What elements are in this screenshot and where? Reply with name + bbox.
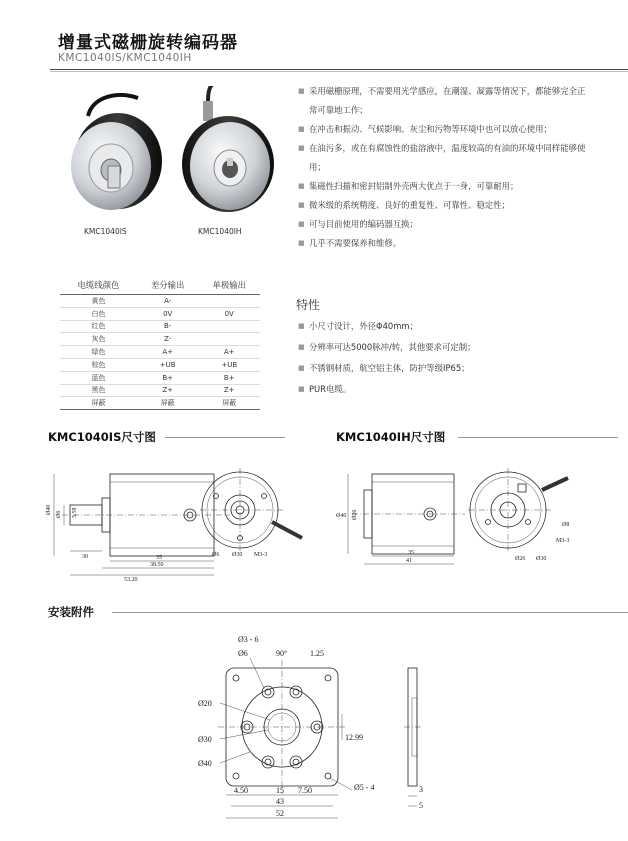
photo-caption-right: KMC1040IH xyxy=(198,227,242,234)
dim-label: 53.20 xyxy=(124,577,138,583)
spec-item: ■ 小尺寸设计，外径Φ40mm； xyxy=(298,321,418,331)
dim-label: 4.50 xyxy=(234,786,248,795)
spec-list xyxy=(298,316,588,400)
feature-item: ■ 采用磁栅原理，不需要用光学感应，在潮湿、凝露等情况下，都能够完全正常可靠地工作； xyxy=(298,86,586,115)
dim-label: 90° xyxy=(276,649,288,658)
header-rule xyxy=(50,69,628,70)
section-rule xyxy=(112,612,628,613)
dim-label: 38.50 xyxy=(150,562,164,568)
spec-item: ■ 分辨率可达5000脉冲/转，其他要求可定制； xyxy=(298,342,476,352)
feature-item: ■ 在冲击和振动、气候影响、灰尘和污物等环境中也可以放心使用； xyxy=(298,124,552,134)
dim-label: M3-3 xyxy=(556,538,570,544)
dim-label: Ø30 xyxy=(536,556,547,562)
dim-label: 3 xyxy=(419,785,423,794)
dim-label: Ø30 xyxy=(232,552,243,558)
feature-item: ■ 集磁性扫描和密封铝制外壳两大优点于一身，可靠耐用； xyxy=(298,181,519,191)
photo-caption-left: KMC1040IS xyxy=(84,227,127,234)
dim-label: 41 xyxy=(406,558,412,564)
dim-label: Ø6 xyxy=(238,649,248,658)
specs-heading: 特性 xyxy=(296,298,321,312)
col-header: 差分输出 xyxy=(137,279,199,295)
table-row: 屏蔽 屏蔽 屏蔽 xyxy=(60,397,260,410)
dim-label: 12.99 xyxy=(345,733,363,742)
dim-label: 30 xyxy=(82,554,88,560)
dim-label: Ø26 xyxy=(352,509,358,520)
spec-item: ■ 不锈钢材质，航空铝主体，防护等级IP65； xyxy=(298,363,470,373)
drawing-is xyxy=(40,460,320,585)
drawing-ih xyxy=(330,460,620,570)
dim-label: Ø40 xyxy=(336,513,347,519)
section-rule xyxy=(165,437,285,438)
section-title-is: KMC1040IS尺寸图 xyxy=(48,430,156,444)
encoder-is-photo xyxy=(71,95,162,210)
dim-label: Ø6 xyxy=(212,552,220,558)
dim-label: Ø26 xyxy=(515,556,526,562)
dim-label: 7.50 xyxy=(298,786,312,795)
feature-item: ■ 在油污多，或在有腐蚀性的盐溶液中，温度较高的有油的环境中同样能够使用； xyxy=(298,143,586,172)
dim-label: Ø5 - 4 xyxy=(354,783,375,792)
table-row: 灰色 Z- xyxy=(60,333,260,346)
section-title-ih: KMC1040IH尺寸图 xyxy=(336,430,446,444)
dim-label: M3-3 xyxy=(254,552,268,558)
table-row: 棕色 +UB +UB xyxy=(60,358,260,371)
dim-label: 5.58 xyxy=(72,507,78,518)
table-row: 绿色 A+ A+ xyxy=(60,346,260,359)
table-row: 黑色 Z+ Z+ xyxy=(60,384,260,397)
dim-label: Ø6 xyxy=(56,510,62,518)
dim-label: 35 xyxy=(408,550,414,556)
table-row: 黄色 A- xyxy=(60,295,260,308)
col-header: 单极输出 xyxy=(198,279,260,295)
table-row: 蓝色 B+ B+ xyxy=(60,371,260,384)
dim-label: 1.25 xyxy=(310,649,324,658)
page-title: 增量式磁栅旋转编码器 xyxy=(58,33,238,53)
encoder-ih-photo xyxy=(182,86,274,212)
dim-label: 15 xyxy=(276,786,284,795)
section-rule xyxy=(458,437,618,438)
col-header: 电缆线颜色 xyxy=(60,279,137,295)
dim-label: 5 xyxy=(419,801,423,810)
feature-item: ■ 微米级的系统精度、良好的重复性、可靠性、稳定性； xyxy=(298,200,510,210)
feature-item: ■ 可与目前使用的编码器互换； xyxy=(298,219,418,229)
dim-label: Ø40 xyxy=(198,759,212,768)
dim-label: 43 xyxy=(276,797,284,806)
dim-label: Ø30 xyxy=(198,735,212,744)
dim-label: 35 xyxy=(156,555,162,561)
dim-label: Ø3 - 6 xyxy=(238,635,259,644)
spec-item: ■ PUR电缆。 xyxy=(298,384,352,394)
dim-label: Ø20 xyxy=(198,699,212,708)
section-title-accessory: 安装附件 xyxy=(48,605,94,619)
dim-label: 52 xyxy=(276,809,284,818)
product-photos xyxy=(48,86,288,234)
feature-list xyxy=(298,82,588,253)
dim-label: Ø8 xyxy=(562,522,570,528)
cable-table xyxy=(60,279,260,410)
feature-item: ■ 几乎不需要保养和维修。 xyxy=(298,238,402,248)
header-rule-thin xyxy=(50,71,628,72)
table-row: 红色 B- xyxy=(60,320,260,333)
model-number: KMC1040IS/KMC1040IH xyxy=(58,52,192,64)
drawing-accessory xyxy=(190,630,450,830)
dim-label: Ø40 xyxy=(46,504,52,515)
table-row: 白色 0V 0V xyxy=(60,307,260,320)
